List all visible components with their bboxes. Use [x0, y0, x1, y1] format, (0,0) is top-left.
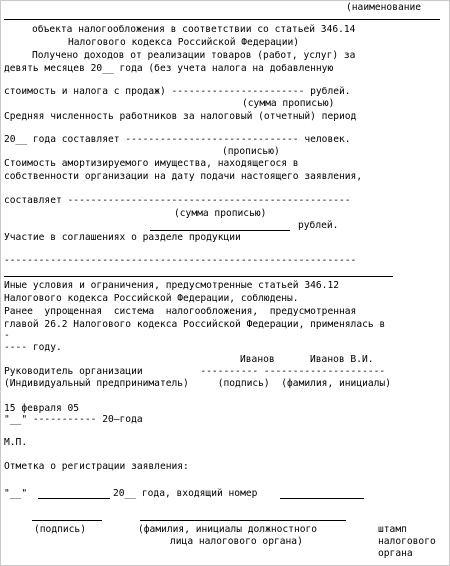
text-line: главой 26.2 Налогового кодекса Российской Федерации, применялась в — [4, 319, 386, 330]
officer-signature-caption: (подпись) — [34, 524, 86, 535]
dash-line: ------------------------------------------------------------- — [4, 255, 357, 266]
text-line: ---- году. — [4, 342, 62, 353]
amount-underline — [150, 230, 290, 231]
registration-month-underline — [38, 498, 110, 499]
separator-line — [4, 276, 393, 277]
text-line: 20__ года составляет ------------------------------ человек. — [4, 134, 351, 145]
signature-surname: Иванов — [240, 354, 275, 365]
text-line: Стоимость амортизируемого имущества, находящегося в — [4, 158, 299, 169]
seal-label: М.П. — [4, 437, 28, 448]
text-line: Налогового кодекса Российской Федерации, соблюдены. — [4, 293, 299, 304]
text-line: Получено доходов от реализации товаров (работ, услуг) за — [32, 50, 356, 61]
text-line: Иные условия и ограничения, предусмотренные статьей 346.12 — [4, 280, 340, 291]
caption: (сумма прописью) — [242, 98, 335, 109]
text-line: составляет ------------------------------------------------- — [4, 195, 351, 206]
officer-name-underline — [140, 520, 346, 521]
registration-year-text: 20__ года, входящий номер — [113, 488, 258, 499]
text-line: собственности организации на дату подачи настоящего заявления, — [4, 171, 363, 182]
text-line: - — [4, 330, 10, 341]
text-line: объекта налогообложения в соответствии со статьей 346.14 — [32, 24, 356, 35]
text-line: стоимость и налога с продаж) ----------------------- рублей. — [4, 86, 351, 97]
registration-day: "__" — [4, 488, 28, 499]
date-line: 15 февраля 05 — [4, 403, 80, 414]
date-template: "__" ----------- 20—года — [4, 414, 143, 425]
header-name-hint: (наименование — [346, 2, 422, 13]
registration-number-underline — [280, 498, 364, 499]
text-line: Ранее упрощенная система налогообложения, предусмотренная — [4, 306, 357, 317]
registration-label: Отметка о регистрации заявления: — [4, 461, 189, 472]
text-line: Средняя численность работников за налоговый (отчетный) период — [4, 111, 357, 122]
stamp-label: штамп — [378, 524, 407, 535]
officer-name-caption: (фамилия, инициалы должностного — [138, 524, 318, 535]
text-line: рублей. — [298, 220, 339, 231]
caption: (прописью) — [222, 146, 280, 157]
director-line: Руководитель организации ---------- --------------------- — [4, 366, 386, 377]
stamp-label: органа — [378, 548, 413, 559]
text-line: Налогового кодекса Российской Федерации) — [68, 37, 300, 48]
officer-name-caption-2: лица налогового органа) — [170, 536, 303, 547]
name-underline — [4, 19, 440, 20]
caption: (сумма прописью) — [174, 208, 267, 219]
director-caption: (Индивидуальный предприниматель) (подпись) (фамилия, инициалы) — [4, 378, 391, 389]
stamp-label: налогового — [378, 536, 436, 547]
signature-fullname: Иванов В.И. — [310, 354, 374, 365]
text-line: девять месяцев 20__ года (без учета налога на добавленную — [4, 63, 334, 74]
text-line: Участие в соглашениях о разделе продукции — [4, 232, 241, 243]
officer-signature-underline — [32, 520, 102, 521]
